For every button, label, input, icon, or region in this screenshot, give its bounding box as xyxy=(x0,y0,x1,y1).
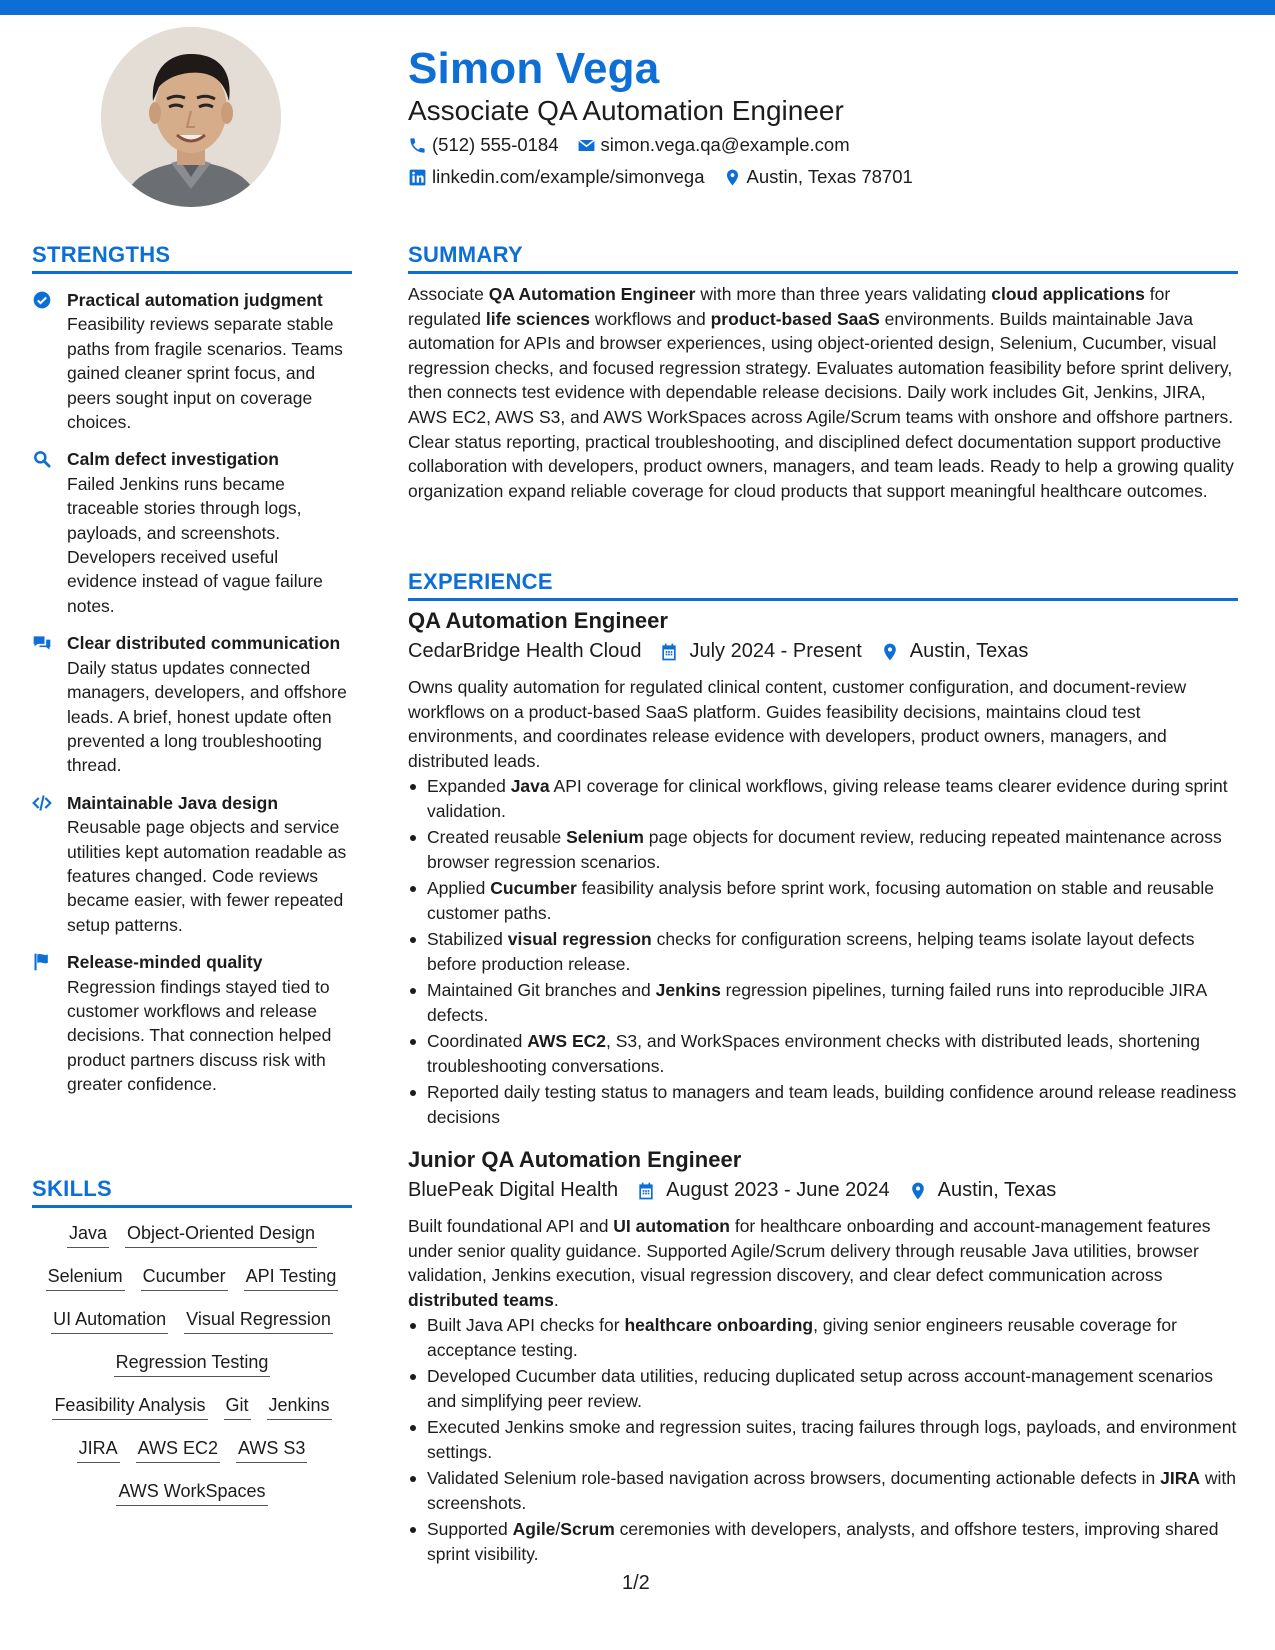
strengths-list xyxy=(32,288,352,1110)
bold-text: QA Automation Engineer xyxy=(488,284,696,304)
job-2-dates-text: August 2023 - June 2024 xyxy=(666,1179,890,1201)
skill-row xyxy=(32,1437,352,1463)
bold-text: distributed teams xyxy=(408,1289,554,1310)
summary-heading: SUMMARY xyxy=(408,242,1238,274)
text-run: regression pipelines, turning failed runs into reproducible JIRA defects. xyxy=(427,980,1207,1025)
job-2-title: Junior QA Automation Engineer xyxy=(408,1147,742,1172)
job-1-description xyxy=(408,675,1238,773)
strength-title: Clear distributed communication xyxy=(67,633,341,654)
text-run: Owns quality automation for regulated clinical content, customer configuration, and document-review workflows on a product-based SaaS platform. Guides feasibility decisions, maintains cloud test environments, and coordinates release evidence with developers, product owners, managers, and distributed leads. xyxy=(408,677,1187,771)
strength-item xyxy=(32,631,352,777)
job-1-bullets xyxy=(408,774,1238,1131)
strength-body xyxy=(67,950,352,1096)
strength-text: Regression findings stayed tied to customer workflows and release decisions. That connection helped product partners discuss risk with greater confidence. xyxy=(67,976,332,1095)
envelope-icon xyxy=(577,136,596,155)
strength-text: Feasibility reviews separate stable paths from fragile scenarios. Teams gained cleaner sprint focus, and peers sought input on coverage choices. xyxy=(67,314,343,433)
text-run: ceremonies with developers, analysts, and offshore testers, improving shared sprint visibility. xyxy=(427,1519,1219,1564)
strength-title: Release-minded quality xyxy=(67,952,263,973)
text-run: Maintained Git branches and xyxy=(427,980,656,1000)
job-1-meta xyxy=(408,640,1046,663)
strength-body xyxy=(67,288,352,434)
bold-text: UI automation xyxy=(613,1216,730,1236)
text-run: for regulated xyxy=(408,284,1171,329)
skills-heading: SKILLS xyxy=(32,1176,352,1208)
chat-icon xyxy=(32,631,67,777)
location-text: Austin, Texas 78701 xyxy=(746,166,913,187)
phone-icon xyxy=(408,136,427,155)
skill-tag: Jenkins xyxy=(267,1394,332,1420)
bullet-item xyxy=(408,1517,1238,1566)
candidate-name: Simon Vega xyxy=(408,44,660,93)
skill-row xyxy=(32,1308,352,1334)
skill-tag: AWS WorkSpaces xyxy=(116,1480,267,1506)
strength-text: Reusable page objects and service utilities kept automation readable as features changed. Code reviews became easier, with fewer repeated setup patterns. xyxy=(67,817,347,935)
check-circle-icon xyxy=(32,288,67,434)
strength-body xyxy=(67,631,352,777)
text-run: page objects for document review, reducing repeated maintenance across browser regression scenarios. xyxy=(427,827,1222,872)
skill-tag: Visual Regression xyxy=(184,1308,333,1334)
bold-text: Scrum xyxy=(560,1519,615,1539)
text-run: with more than three years validating xyxy=(695,284,992,304)
job-2-dates xyxy=(636,1179,890,1202)
phone-contact xyxy=(408,134,559,156)
strength-text: Daily status updates connected managers, developers, and offshore leads. A brief, honest update often prevented a long troubleshooting thread. xyxy=(67,657,347,776)
linkedin-contact[interactable] xyxy=(408,166,705,188)
text-run: , S3, and WorkSpaces environment checks with distributed leads, shortening troubleshooting conversations. xyxy=(427,1031,1201,1076)
bold-text: Jenkins xyxy=(655,980,721,1000)
text-run: with screenshots. xyxy=(427,1468,1237,1513)
skill-tag: Regression Testing xyxy=(114,1351,271,1377)
job-1-company xyxy=(408,640,641,663)
job-1-dates-text: July 2024 - Present xyxy=(689,640,862,662)
text-run: for healthcare onboarding and account-management features under senior quality guidance. Supported Agile/Scrum delivery through reusable Java utilities, browser validation, Jenkins execution, visual regression discovery, and clear defect communication across xyxy=(408,1216,1211,1285)
skill-tag: Git xyxy=(224,1394,251,1420)
phone-text: (512) 555-0184 xyxy=(432,134,559,155)
text-run: Expanded xyxy=(427,776,511,796)
text-run: Associate xyxy=(408,284,489,304)
flag-icon xyxy=(32,950,67,1096)
bullet-item xyxy=(408,774,1238,823)
skills-list xyxy=(32,1222,352,1523)
skill-row xyxy=(32,1480,352,1506)
bullet-item xyxy=(408,978,1238,1027)
strength-item xyxy=(32,791,352,937)
text-run: / xyxy=(555,1519,561,1539)
job-1-dates xyxy=(659,640,861,663)
email-contact[interactable] xyxy=(577,134,850,156)
job-2-location-text: Austin, Texas xyxy=(937,1179,1057,1201)
strength-item xyxy=(32,288,352,434)
text-run: , giving senior engineers reusable coverage for acceptance testing. xyxy=(427,1315,1177,1360)
text-run: Coordinated xyxy=(427,1031,528,1051)
skill-row xyxy=(32,1265,352,1291)
strength-text: Failed Jenkins runs became traceable stories through logs, payloads, and screenshots. Developers received useful evidence instead of vague failure notes. xyxy=(67,473,323,616)
text-run: API coverage for clinical workflows, giving release teams clearer evidence during sprint validation. xyxy=(427,776,1228,821)
skill-tag: API Testing xyxy=(244,1265,339,1291)
bullet-item xyxy=(408,1029,1238,1078)
experience-heading: EXPERIENCE xyxy=(408,569,1238,601)
text-run: workflows and xyxy=(589,308,711,329)
top-accent-bar xyxy=(0,0,1275,15)
email-text[interactable]: simon.vega.qa@example.com xyxy=(600,134,850,155)
contact-row-1 xyxy=(408,134,868,156)
strength-title: Maintainable Java design xyxy=(67,792,279,813)
bullet-item xyxy=(408,927,1238,976)
strength-item xyxy=(32,950,352,1096)
skill-tag: Feasibility Analysis xyxy=(52,1394,207,1420)
job-2-company-text: BluePeak Digital Health xyxy=(408,1179,619,1201)
job-1-location-text: Austin, Texas xyxy=(909,640,1029,662)
bullet-item xyxy=(408,1415,1238,1464)
job-1-company-text: CedarBridge Health Cloud xyxy=(408,640,642,662)
job-2-company xyxy=(408,1179,618,1202)
bold-text: AWS EC2 xyxy=(527,1031,606,1051)
strength-title: Practical automation judgment xyxy=(67,290,323,310)
skill-row xyxy=(32,1222,352,1248)
text-run: Validated Selenium role-based navigation across browsers, documenting actionable defects in xyxy=(427,1468,1161,1488)
bold-text: JIRA xyxy=(1160,1468,1201,1488)
map-pin-icon xyxy=(880,642,900,662)
skill-tag: AWS EC2 xyxy=(136,1437,220,1463)
location-contact xyxy=(723,166,913,188)
bullet-item xyxy=(408,1080,1238,1129)
text-run: Built foundational API and xyxy=(408,1216,614,1236)
bullet-item xyxy=(408,1466,1238,1515)
bold-text: Java xyxy=(510,776,550,796)
linkedin-text[interactable]: linkedin.com/example/simonvega xyxy=(432,166,705,187)
skill-tag: JIRA xyxy=(77,1437,120,1463)
code-icon xyxy=(32,791,67,937)
bold-text: product-based SaaS xyxy=(710,308,880,329)
job-2-description xyxy=(408,1214,1238,1312)
text-run: environments. Builds maintainable Java automation for APIs and browser experiences, using object-oriented design, Selenium, Cucumber, visual regression checks, and focused regression strategy. Evaluates automation feasibility before sprint delivery, then connects test evidence with dependable release decisions. Daily work includes Git, Jenkins, JIRA, AWS EC2, AWS S3, and AWS WorkSpaces across Agile/Scrum teams with onshore and offshore partners. Clear status reporting, practical troubleshooting, and disciplined defect documentation support productive collaboration with developers, product owners, managers, and team leads. Ready to help a growing quality organization expand reliable coverage for cloud products that support meaningful healthcare outcomes. xyxy=(408,308,1234,501)
text-run: feasibility analysis before sprint work, focusing automation on stable and reusable customer paths. xyxy=(427,878,1214,923)
candidate-title: Associate QA Automation Engineer xyxy=(408,95,844,126)
job-1-title: QA Automation Engineer xyxy=(408,608,668,633)
calendar-icon xyxy=(636,1181,656,1201)
bold-text: Agile xyxy=(512,1519,556,1539)
bold-text: Cucumber xyxy=(490,878,577,898)
text-run: Reported daily testing status to managers and team leads, building confidence around release readiness decisions xyxy=(427,1082,1237,1127)
job-2-meta xyxy=(408,1179,1074,1202)
bold-text: cloud applications xyxy=(991,284,1145,304)
bold-text: visual regression xyxy=(507,929,652,949)
job-2-bullets xyxy=(408,1313,1238,1568)
skill-tag: Selenium xyxy=(46,1265,125,1291)
bold-text: Selenium xyxy=(566,827,644,847)
avatar xyxy=(101,27,281,207)
bold-text: life sciences xyxy=(485,308,590,329)
text-run: Developed Cucumber data utilities, reducing duplicated setup across account-management scenarios and simplifying peer review. xyxy=(427,1366,1213,1411)
linkedin-icon xyxy=(408,168,427,187)
strength-title: Calm defect investigation xyxy=(67,449,279,470)
strength-body xyxy=(67,791,352,937)
text-run: Stabilized xyxy=(427,929,508,949)
bold-text: healthcare onboarding xyxy=(624,1315,814,1335)
text-run: Built Java API checks for xyxy=(427,1315,625,1335)
calendar-icon xyxy=(659,642,679,662)
bullet-item xyxy=(408,1313,1238,1362)
skill-tag: AWS S3 xyxy=(236,1437,307,1463)
skill-tag: Object-Oriented Design xyxy=(125,1222,317,1248)
strength-item xyxy=(32,447,352,618)
skill-tag: Java xyxy=(67,1222,109,1248)
text-run: Applied xyxy=(427,878,491,898)
job-1-location xyxy=(880,640,1029,663)
skill-tag: Cucumber xyxy=(141,1265,228,1291)
text-run: Executed Jenkins smoke and regression suites, tracing failures through logs, payloads, and environment settings. xyxy=(427,1417,1237,1462)
page-number: 1/2 xyxy=(622,1572,650,1594)
contact-row-2 xyxy=(408,166,931,188)
job-2-location xyxy=(908,1179,1057,1202)
strength-body xyxy=(67,447,352,618)
bullet-item xyxy=(408,876,1238,925)
text-run: checks for configuration screens, helping teams isolate layout defects before production release. xyxy=(427,929,1195,974)
text-run: Created reusable xyxy=(427,827,567,847)
bullet-item xyxy=(408,1364,1238,1413)
bullet-item xyxy=(408,825,1238,874)
map-pin-icon xyxy=(908,1181,928,1201)
text-run: . xyxy=(553,1289,559,1310)
search-icon xyxy=(32,447,67,618)
skill-row xyxy=(32,1394,352,1420)
skill-tag: UI Automation xyxy=(51,1308,168,1334)
summary-text xyxy=(408,282,1238,503)
text-run: Supported xyxy=(427,1519,513,1539)
map-pin-icon xyxy=(723,168,742,187)
profile-photo xyxy=(101,27,281,207)
strengths-heading: STRENGTHS xyxy=(32,242,352,274)
skill-row xyxy=(32,1351,352,1377)
